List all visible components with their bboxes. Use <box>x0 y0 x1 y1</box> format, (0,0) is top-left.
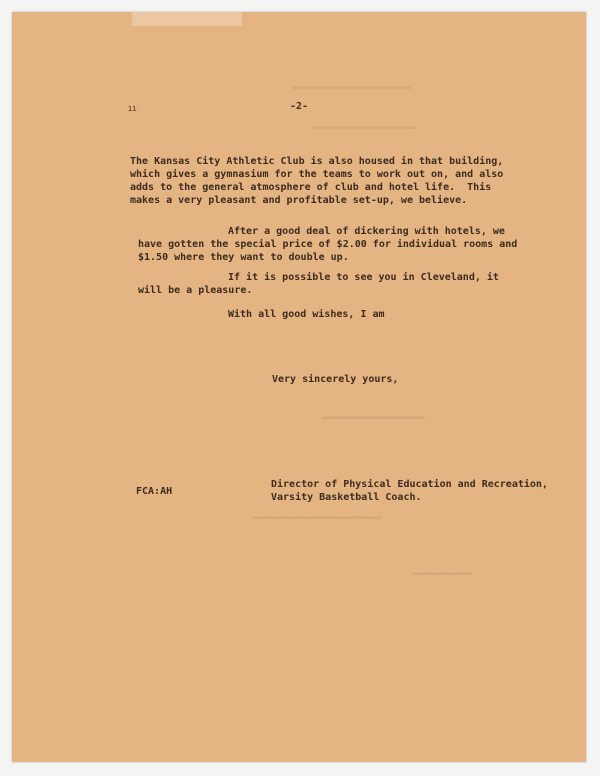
corner-mark: 11 <box>128 105 137 113</box>
text-line: If it is possible to see you in Cleveland, it <box>228 272 499 283</box>
typist-initials: FCA:AH <box>136 486 173 497</box>
show-through-text: ▬▬▬▬▬▬▬▬▬▬▬▬▬▬▬▬▬▬▬ <box>312 123 415 133</box>
show-through-text: ▬▬▬▬▬▬▬▬▬▬▬▬▬▬▬▬▬▬▬▬▬▬▬▬ <box>252 513 383 523</box>
text-line: After a good deal of dickering with hotels, we <box>228 226 505 237</box>
text-line: which gives a gymnasium for the teams to work out on, and also <box>130 169 504 180</box>
show-through-text: ▬▬▬▬▬▬▬▬▬▬▬▬▬▬▬▬▬▬▬ <box>322 413 425 423</box>
paper-tape-strip <box>132 12 242 26</box>
text-line: have gotten the special price of $2.00 for individual rooms and <box>138 239 518 250</box>
paragraph-wishes: With all good wishes, I am <box>228 309 385 320</box>
show-through-text: ▬▬▬▬▬▬▬▬▬▬▬ <box>412 569 472 579</box>
text-line: will be a pleasure. <box>138 285 253 296</box>
signature-title: Varsity Basketball Coach. <box>271 492 422 503</box>
paragraph-hotel-prices <box>138 225 517 264</box>
text-line: adds to the general atmosphere of club and hotel life. This <box>130 182 492 193</box>
letter-page <box>12 12 586 762</box>
signature-title: Director of Physical Education and Recreation, <box>271 479 548 490</box>
text-line: $1.50 where they want to double up. <box>138 252 349 263</box>
show-through-text: ▬▬▬▬▬▬▬▬▬▬▬▬▬▬▬▬▬▬▬▬▬▬ <box>292 83 412 93</box>
closing-salutation: Very sincerely yours, <box>272 374 399 385</box>
paragraph-cleveland <box>138 271 499 297</box>
text-line: The Kansas City Athletic Club is also housed in that building, <box>130 156 504 167</box>
page-number: -2- <box>290 101 309 112</box>
paragraph-club <box>130 155 503 207</box>
text-line: makes a very pleasant and profitable set-up, we believe. <box>130 195 468 206</box>
